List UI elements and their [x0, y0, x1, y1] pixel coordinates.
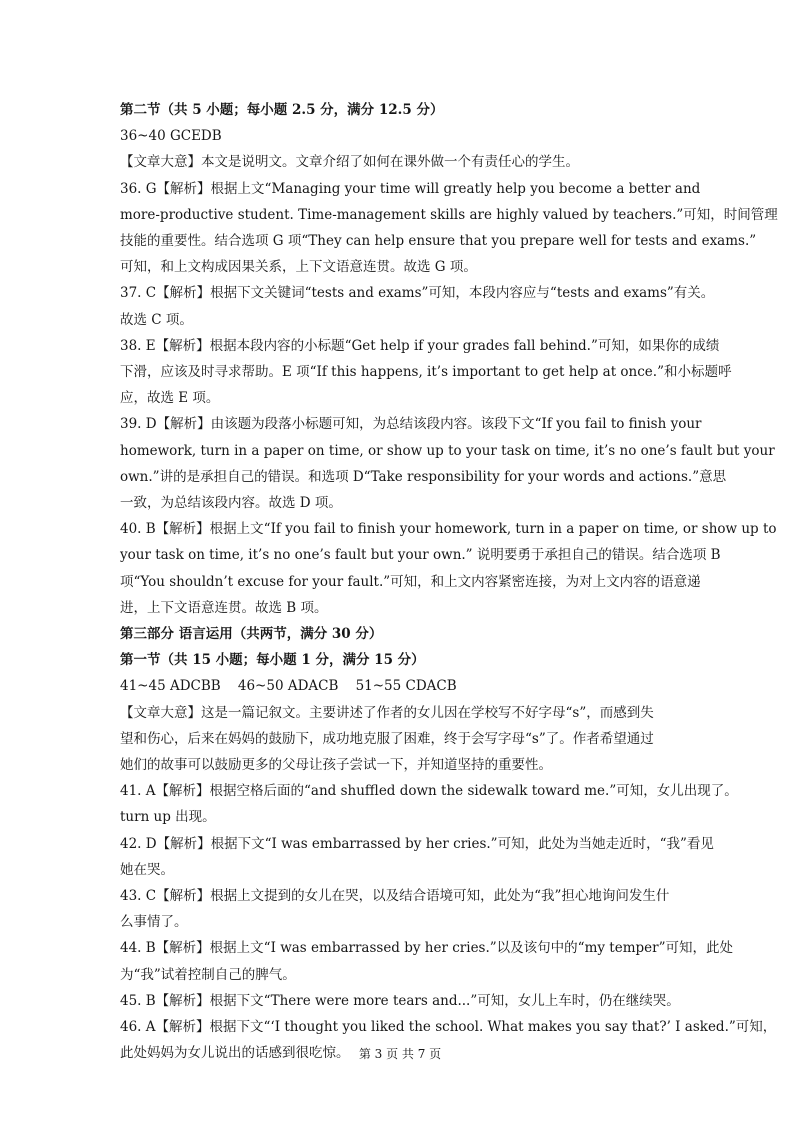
answer-key: 36~40 GCEDB [120, 128, 222, 145]
text-line: turn up 出现。 [120, 809, 216, 826]
text-line: 她们的故事可以鼓励更多的父母让孩子尝试一下，并知道坚持的重要性。 [120, 757, 552, 773]
text-line: 39. D【解析】由该题为段落小标题可知，为总结该段内容。该段下文“If you fail to finish your [120, 416, 702, 433]
text-line: 可知，和上文构成因果关系，上下文语意连贯。故选 G 项。 [120, 259, 477, 276]
text-line: 此处妈妈为女儿说出的话感到很吃惊。 [120, 1045, 350, 1062]
text-line: your task on time, it’s no one’s fault but your own.” 说明要勇于承担自己的错误。结合选项 B [120, 547, 721, 564]
text-line: 【文章大意】这是一篇记叙文。主要讲述了作者的女儿因在学校写不好字母“s”，而感到失 [120, 704, 654, 721]
section-heading: 第二节（共 5 小题；每小题 2.5 分，满分 12.5 分） [120, 102, 444, 118]
text-line: more-productive student. Time-management skills are highly valued by teachers.”可知，时间管理 [120, 206, 778, 223]
text-line: 42. D【解析】根据下文“I was embarrassed by her cries.”可知，此处为当她走近时，“我”看见 [120, 835, 714, 852]
text-line: 36. G【解析】根据上文“Managing your time will greatly help you become a better and [120, 180, 701, 197]
section-heading: 第一节（共 15 小题；每小题 1 分，满分 15 分） [120, 652, 425, 669]
text-line: own.”讲的是承担自己的错误。和选项 D“Take responsibility for your words and actions.”意思 [120, 468, 727, 485]
text-line: 37. C【解析】根据下文关键词“tests and exams”可知，本段内容应与“tests and exams”有关。 [120, 285, 715, 302]
text-line: 进，上下文语意连贯。故选 B 项。 [120, 599, 328, 616]
text-line: 下滑，应该及时寻求帮助。E 项“If this happens, it’s important to get help at once.”和小标题呼 [120, 364, 732, 380]
text-line: 为“我”试着控制自己的脾气。 [120, 966, 296, 983]
text-line: 她在哭。 [120, 861, 174, 878]
text-line: 项“You shouldn’t excuse for your fault.”可知，和上文内容紧密连接，为对上文内容的语意递 [120, 573, 701, 590]
part-heading: 第三部分 语言运用（共两节，满分 30 分） [120, 626, 383, 642]
text-line: homework, turn in a paper on time, or show up to your task on time, it’s no one’s fault but your [120, 442, 775, 459]
text-line: 46. A【解析】根据下文“‘I thought you liked the school. What makes you say that?’ I asked.”可知， [120, 1019, 777, 1035]
text-line: 45. B【解析】根据下文“There were more tears and...”可知，女儿上车时，仍在继续哭。 [120, 992, 680, 1009]
text-line: 43. C【解析】根据上文提到的女儿在哭，以及结合语境可知，此处为“我”担心地询问发生什 [120, 888, 670, 904]
text-line: 38. E【解析】根据本段内容的小标题“Get help if your grades fall behind.”可知，如果你的成绩 [120, 337, 720, 354]
text-line: 一致，为总结该段内容。故选 D 项。 [120, 495, 342, 511]
text-line: 44. B【解析】根据上文“I was embarrassed by her cries.”以及该句中的“my temper”可知，此处 [120, 940, 733, 957]
text-line: 故选 C 项。 [120, 311, 193, 328]
text-line: 【文章大意】本文是说明文。文章介绍了如何在课外做一个有责任心的学生。 [120, 154, 579, 171]
text-line: 么事情了。 [120, 914, 188, 931]
text-line: 应，故选 E 项。 [120, 390, 220, 407]
text-line: 41. A【解析】根据空格后面的“and shuffled down the sidewalk toward me.”可知，女儿出现了。 [120, 783, 738, 800]
page-footer: 第 3 页 共 7 页 [358, 1047, 442, 1061]
text-line: 技能的重要性。结合选项 G 项“They can help ensure that you prepare well for tests and exams.” [120, 233, 757, 249]
text-line: 40. B【解析】根据上文“If you fail to finish your homework, turn in a paper on time, or show up to [120, 521, 777, 538]
text-line: 望和伤心，后来在妈妈的鼓励下，成功地克服了困难，终于会写字母“s”了。作者希望通过 [120, 730, 654, 747]
answer-key: 41~45 ADCBB 46~50 ADACB 51~55 CDACB [120, 678, 457, 695]
